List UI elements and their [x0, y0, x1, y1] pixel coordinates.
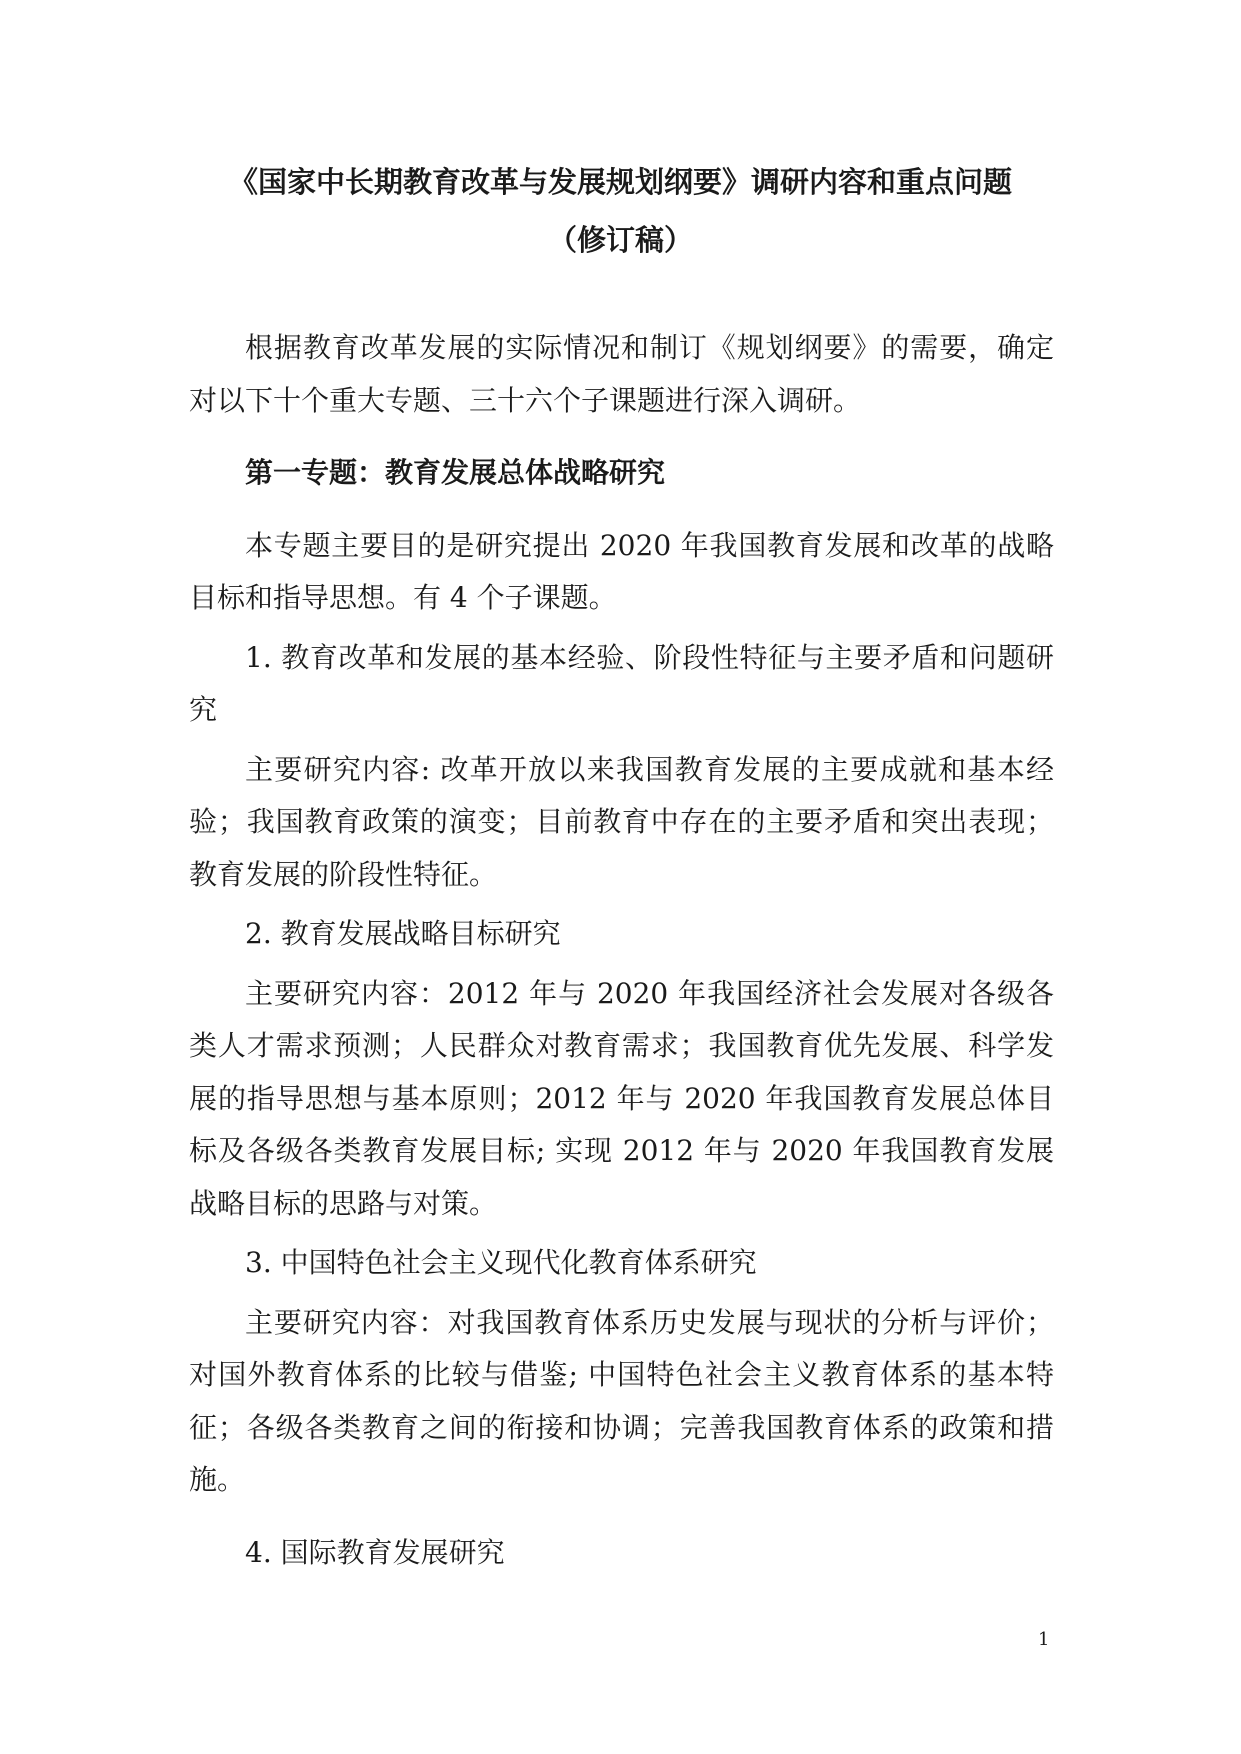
document-title: 《国家中长期教育改革与发展规划纲要》调研内容和重点问题 [228, 165, 1012, 199]
subtopic-heading-3: 3. 中国特色社会主义现代化教育体系研究 [245, 1246, 757, 1279]
subtopic-heading-4: 4. 国际教育发展研究 [245, 1535, 505, 1569]
subtopic-content-2: 主要研究内容：2012 年与 2020 年我国经济社会发展对各级各类人才需求预测；人民群众对教育需求；我国教育优先发展、科学发展的指导思想与基本原则；2012 年与 2020 年我国教育发展总体目标及各级各类教育发展目标; 实现 2012 年与 2020 年我国教育发展战略目标的思路与对策。 [189, 976, 1054, 1220]
page-number: 1 [1038, 1629, 1050, 1650]
section-intro-paragraph: 本专题主要目的是研究提出 2020 年我国教育发展和改革的战略目标和指导思想。有 4 个子课题。 [189, 528, 1054, 614]
subtopic-content-3: 主要研究内容：对我国教育体系历史发展与现状的分析与评价；对国外教育体系的比较与借鉴; 中国特色社会主义教育体系的基本特征；各级各类教育之间的衔接和协调；完善我国教育体系的政策和措施。 [189, 1305, 1054, 1496]
subtopic-content-1: 主要研究内容: 改革开放以来我国教育发展的主要成就和基本经验；我国教育政策的演变；目前教育中存在的主要矛盾和突出表现；教育发展的阶段性特征。 [189, 752, 1054, 891]
subtopic-heading-2: 2. 教育发展战略目标研究 [245, 917, 561, 950]
document-subtitle: （修订稿） [547, 223, 693, 257]
document-body [189, 322, 1054, 1586]
subtopic-heading-1: 1. 教育改革和发展的基本经验、阶段性特征与主要矛盾和问题研究 [189, 640, 1054, 726]
section-heading-1: 第一专题：教育发展总体战略研究 [245, 456, 666, 489]
intro-paragraph: 根据教育改革发展的实际情况和制订《规划纲要》的需要，确定对以下十个重大专题、三十六个子课题进行深入调研。 [189, 331, 1054, 417]
